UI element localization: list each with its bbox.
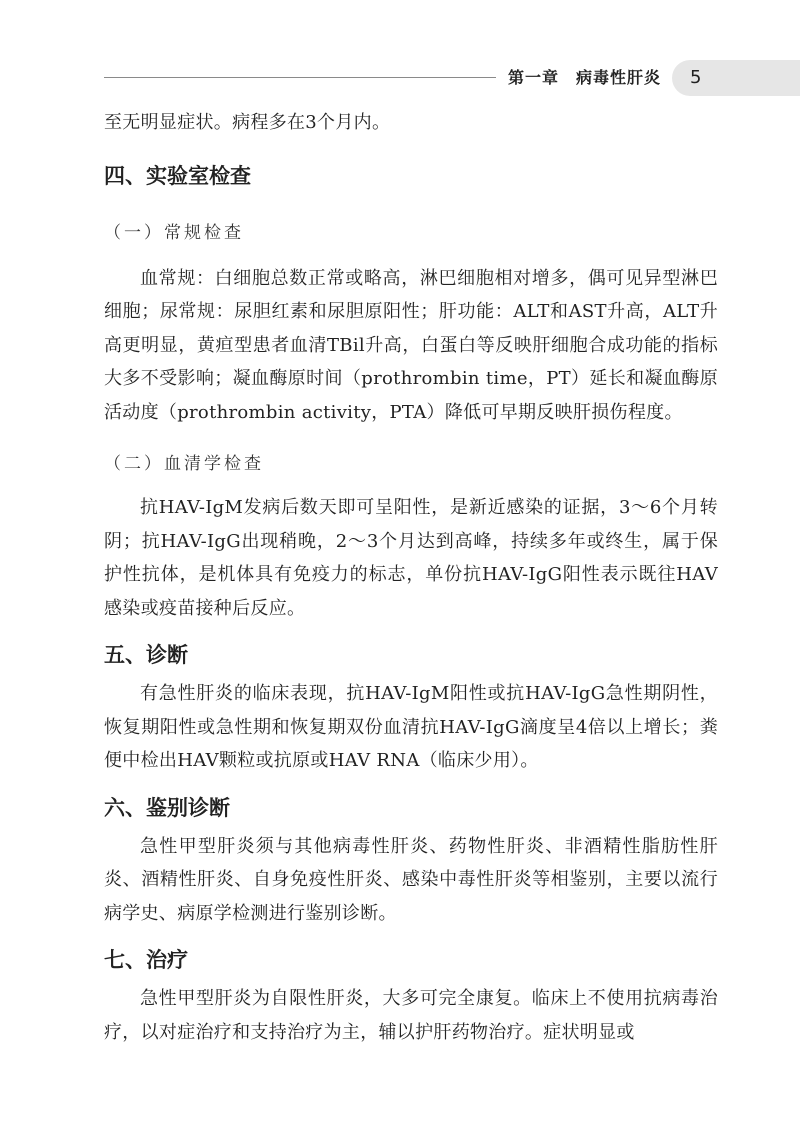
page-number: 5 xyxy=(690,67,702,88)
heading-treatment: 七、治疗 xyxy=(104,947,188,972)
paragraph-routine-tests: 血常规：白细胞总数正常或略高，淋巴细胞相对增多，偶可见异型淋巴细胞；尿常规：尿胆红素和尿胆原阳性；肝功能：ALT和AST升高，ALT升高更明显，黄疸型患者血清TBil升高，白蛋白等反映肝细胞合成功能的指标大多不受影响；凝血酶原时间（prothrombin time，PT）延长和凝血酶原活动度（prothrombin activity，PTA）降低可早期反映肝损伤程度。 xyxy=(104,267,718,423)
page-body xyxy=(104,106,718,1049)
header-rule xyxy=(104,77,496,78)
heading-diagnosis: 五、诊断 xyxy=(104,642,188,667)
heading-differential-diagnosis: 六、鉴别诊断 xyxy=(104,794,230,820)
heading-lab-tests: 四、实验室检查 xyxy=(104,162,251,188)
running-header xyxy=(0,60,800,96)
chapter-title: 第一章 病毒性肝炎 xyxy=(508,68,662,87)
paragraph-differential-diagnosis: 急性甲型肝炎须与其他病毒性肝炎、药物性肝炎、非酒精性脂肪性肝炎、酒精性肝炎、自身免疫性肝炎、感染中毒性肝炎等相鉴别，主要以流行病学史、病原学检测进行鉴别诊断。 xyxy=(104,835,718,924)
subheading-serology: （二）血清学检查 xyxy=(104,454,264,474)
paragraph-treatment: 急性甲型肝炎为自限性肝炎，大多可完全康复。临床上不使用抗病毒治疗，以对症治疗和支持治疗为主，辅以护肝药物治疗。症状明显或 xyxy=(104,988,718,1043)
paragraph-continued: 至无明显症状。病程多在3个月内。 xyxy=(104,112,391,133)
paragraph-serology: 抗HAV-IgM发病后数天即可呈阳性，是新近感染的证据，3～6个月转阴；抗HAV-IgG出现稍晚，2～3个月达到高峰，持续多年或终生，属于保护性抗体，是机体具有免疫力的标志，单份抗HAV-IgG阳性表示既往HAV感染或疫苗接种后反应。 xyxy=(104,497,718,619)
subheading-routine-tests: （一）常规检查 xyxy=(104,222,244,243)
paragraph-diagnosis: 有急性肝炎的临床表现，抗HAV-IgM阳性或抗HAV-IgG急性期阴性，恢复期阳性或急性期和恢复期双份血清抗HAV-IgG滴度呈4倍以上增长；粪便中检出HAV颗粒或抗原或HAV RNA（临床少用）。 xyxy=(104,683,718,771)
